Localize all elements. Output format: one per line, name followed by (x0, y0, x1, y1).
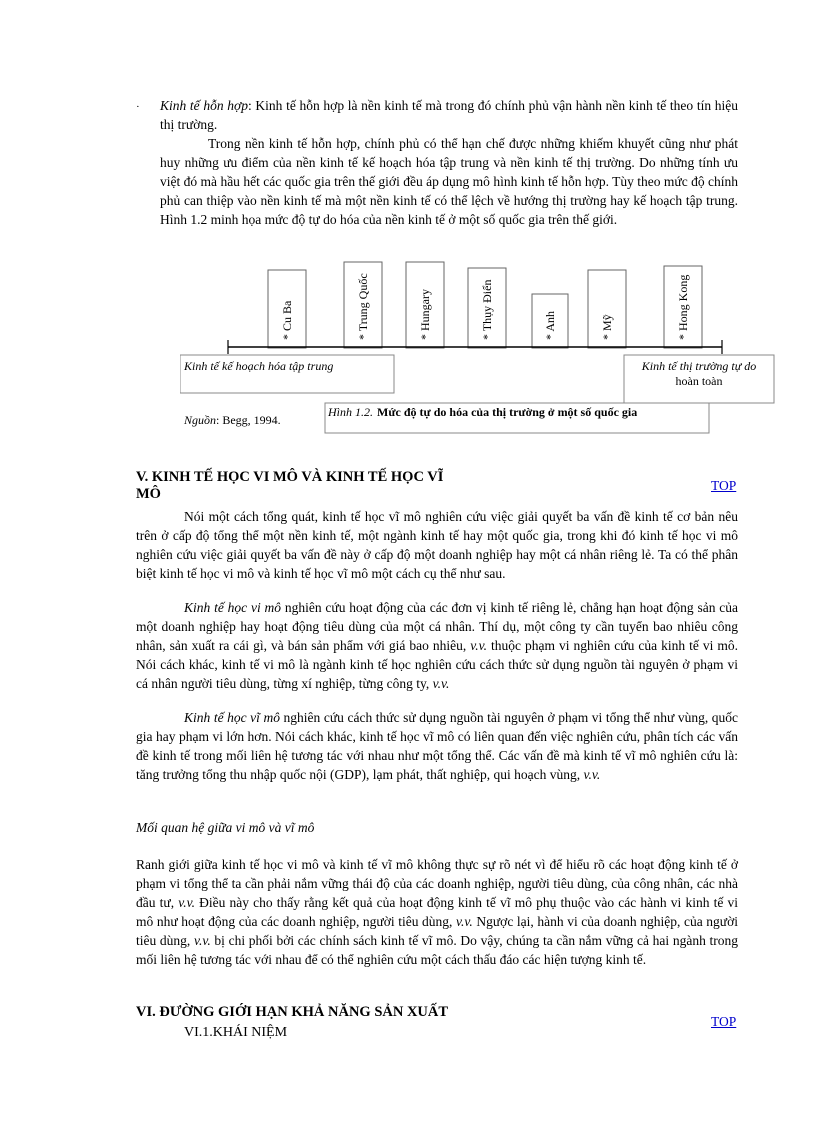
rel-vv-2: v.v. (456, 914, 473, 929)
macro-overview-paragraph (136, 507, 738, 583)
left-label: Kinh tế kế hoạch hóa tập trung (184, 359, 334, 373)
figure-source-prefix: Nguồn (184, 413, 217, 427)
figure-caption (327, 405, 637, 419)
mixed-economy-paragraph (160, 134, 738, 229)
section-v-title (136, 469, 556, 503)
rel-text-d: bị chi phối bởi các chính sách kinh tế vĩ mô. Do vậy, chúng ta cần nắm vững cả hai ngành trong mối liên hệ tương tác với nhau để có thể nghiên cứu một cách thấu đáo các hiện tượng kinh tế. (136, 933, 738, 967)
mixed-economy-def-text: : Kinh tế hỗn hợp là nền kinh tế mà trong đó chính phủ vận hành nền kinh tế theo tín hiệu thị trường. (160, 98, 738, 132)
right-label-line2: hoàn toàn (675, 374, 723, 388)
right-label-line1: Kinh tế thị trường tự do (641, 359, 757, 373)
section-v-title-line2: MÔ (136, 486, 161, 502)
country-label: * Hong Kong (676, 274, 690, 340)
macro-overview-text: Nói một cách tổng quát, kinh tế học vĩ mô nghiên cứu việc giải quyết ba vấn đề kinh tế cơ bản nêu trên ở cấp độ tổng thể một nền kinh tế, một ngành kinh tế hay một quốc gia, trong khi đó kinh tế học vi mô nghiên cứu việc giải quyết ba vấn đề này ở cấp độ một doanh nghiệp hay một cá nhân riêng lẻ. Ta có thể phân biệt kinh tế học vi mô và kinh tế học vĩ mô một cách cụ thể như sau. (136, 509, 738, 581)
macro-text-a: nghiên cứu cách thức sử dụng nguồn tài nguyên ở phạm vi tổng thể như vùng, quốc gia hay phạm vi lớn hơn. Nói cách khác, kinh tế học vĩ mô có liên quan đến việc nghiên cứu, phân tích các vấn đề kinh tế trong mối liên hệ tương tác với nhau như một tổng thể. Các vấn đề mà kinh tế vĩ mô nghiên cứu là: tăng trưởng tổng thu nhập quốc nội (GDP), lạm phát, thất nghiệp, qui hoạch vùng, (136, 710, 738, 782)
country-label: * Cu Ba (280, 300, 294, 340)
mixed-economy-paragraph-text: Trong nền kinh tế hỗn hợp, chính phủ có thể hạn chế được những khiếm khuyết cũng như phát huy những ưu điểm của nền kinh tế kế hoạch hóa tập trung và nền kinh tế thị trường. Do những tính ưu việt đó mà hầu hết các quốc gia trên thế giới đều áp dụng mô hình kinh tế hỗn hợp. Tùy theo mức độ chính phủ can thiệp vào nền kinh tế mà một nền kinh tế có thể lệch về hướng thị trường hay kế hoạch tập trung. Hình 1.2 minh họa mức độ tự do hóa của nền kinh tế ở một số quốc gia trên thế giới. (160, 136, 738, 227)
figure-source (183, 413, 281, 427)
figure-caption-text: Mức độ tự do hóa của thị trường ở một số quốc gia (377, 405, 638, 419)
country-label: * Anh (543, 310, 557, 340)
country-label: * Trung Quốc (356, 273, 370, 340)
country-label: * Thụy Điển (480, 279, 494, 340)
microeconomics-term: Kinh tế học vi mô (184, 600, 282, 615)
top-link[interactable]: TOP (711, 1014, 737, 1029)
macroeconomics-paragraph (136, 708, 738, 784)
micro-vv-2: v.v. (432, 676, 450, 691)
country-boxes (268, 262, 702, 348)
figure-source-text: : Begg, 1994. (216, 413, 281, 427)
rel-vv-1: v.v. (178, 895, 195, 910)
country-label: * Mỹ (600, 314, 614, 340)
micro-text-a: nghiên cứu hoạt động của các đơn vị kinh tế riêng lẻ, chẳng hạn hoạt động sản của một doanh nghiệp hay hoạt động tiêu dùng của một cá nhân. Thí dụ, một công ty cần tuyển bao nhiêu công nhân, sản xuất ra cái gì, và bán sản phẩm với giá bao nhiêu, (136, 600, 739, 653)
microeconomics-paragraph (136, 598, 738, 693)
rel-text-b: Điều này cho thấy rằng kết quả của hoạt động kinh tế vĩ mô phụ thuộc vào các hành vi kinh tế vi mô như hoạt động của các doanh nghiệp, người tiêu dùng, (136, 895, 738, 929)
relationship-subheading: Mối quan hệ giữa vi mô và vĩ mô (136, 820, 315, 835)
top-link[interactable]: TOP (711, 478, 737, 493)
micro-text-b: thuộc phạm vi nghiên cứu của kinh tế vi mô. Nói cách khác, kinh tế vi mô là ngành kinh tế học nghiên cứu cách thức sử dụng nguồn tài nguyên ở phạm vi cá nhân người tiêu dùng, từng xí nghiệp, từng công ty, (136, 638, 738, 691)
mixed-economy-term: Kinh tế hỗn hợp (160, 98, 248, 113)
section-vi-1-heading: VI.1.KHÁI NIỆM (184, 1025, 288, 1040)
micro-vv-1: v.v. (470, 638, 488, 653)
country-label: * Hungary (418, 289, 432, 340)
macroeconomics-term: Kinh tế học vĩ mô (184, 710, 280, 725)
relationship-paragraph (136, 855, 738, 969)
liberalization-figure (180, 258, 780, 436)
mixed-economy-definition (160, 96, 738, 134)
rel-text-a: Ranh giới giữa kinh tế học vi mô và kinh tế vĩ mô không thực sự rõ nét vì để hiểu rõ các hoạt động kinh tế ở phạm vi tổng thể ta cần phải nắm vững thái độ của các doanh nghiệp, người tiêu dùng, của công nhân, các nhà đầu tư, (136, 857, 738, 910)
section-v-title-line1: V. KINH TẾ HỌC VI MÔ VÀ KINH TẾ HỌC VĨ (136, 469, 444, 485)
bullet-icon: · (136, 101, 140, 113)
figure-caption-prefix: Hình 1.2. (328, 405, 373, 419)
rel-text-c: Ngược lại, hành vi của doanh nghiệp, của người tiêu dùng, (136, 914, 738, 948)
rel-vv-3: v.v. (194, 933, 211, 948)
section-vi-title: VI. ĐƯỜNG GIỚI HẠN KHẢ NĂNG SẢN XUẤT (136, 1004, 449, 1020)
macro-vv: v.v. (583, 767, 601, 782)
